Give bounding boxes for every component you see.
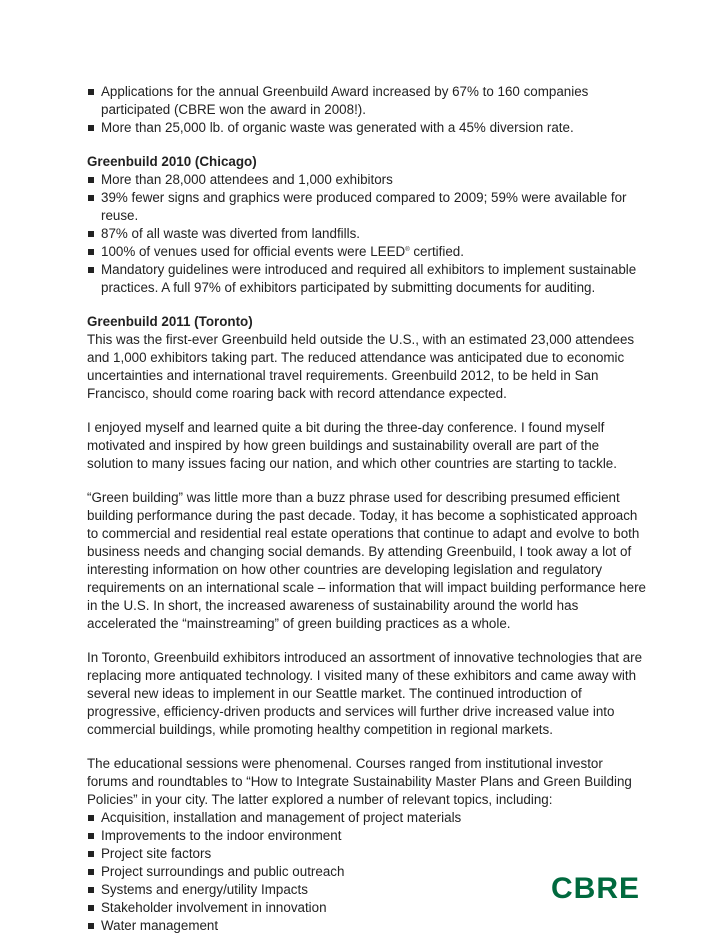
list-item: More than 28,000 attendees and 1,000 exhibitors (87, 171, 647, 189)
section-heading-2011 (87, 313, 647, 331)
list-item: Systems and energy/utility Impacts (87, 881, 647, 899)
heading-suffix: ) (248, 314, 253, 329)
list-item: Project surroundings and public outreach (87, 863, 647, 881)
paragraph: The educational sessions were phenomenal. Courses ranged from institutional investor forums and roundtables to “How to Integrate Sustainability Master Plans and Green Building Policies” in your city. The latter explored a number of relevant topics, including: (87, 756, 632, 807)
list-item: Water management (87, 917, 647, 935)
list-item: Mandatory guidelines were introduced and required all exhibitors to implement sustainable practices. A full 97% of exhibitors participated by submitting documents for auditing. (87, 261, 647, 297)
leed-suffix: certified. (409, 244, 464, 259)
registered-mark: ® (405, 247, 410, 253)
heading-prefix: Greenbuild 2011 ( (87, 314, 199, 329)
cbre-logo: CBRE (551, 872, 641, 905)
paragraph: In Toronto, Greenbuild exhibitors introduced an assortment of innovative technologies that are replacing more antiquated technology. I visited many of these exhibitors and came away with several new ideas to implement in our Seattle market. The continued introduction of progressive, efficiency-driven products and services will further drive increased value into commercial buildings, while promoting healthy competition in regional markets. (87, 650, 643, 737)
list-item: Stakeholder involvement in innovation (87, 899, 647, 917)
paragraph: “Green building” was little more than a buzz phrase used for describing presumed efficient building performance during the past decade. Today, it has become a sophisticated approach to commercial and residential real estate operations that continue to adapt and evolve to both business needs and changing social demands. By attending Greenbuild, I took away a lot of interesting information on how other countries are developing legislation and regulatory requirements on an international scale – information that will impact building performance here in the U.S. In short, the increased awareness of sustainability around the world has accelerated the “mainstreaming” of green building practices as a whole. (87, 490, 646, 631)
bullet-list-2010 (87, 171, 647, 297)
leed-text: 100% of venues used for official events were LEED (101, 244, 406, 259)
section-heading-2010: Greenbuild 2010 (Chicago) (87, 154, 257, 169)
list-item: 39% fewer signs and graphics were produced compared to 2009; 59% were available for reuse. (87, 189, 647, 225)
list-item: Project site factors (87, 845, 647, 863)
list-item: 87% of all waste was diverted from landfills. (87, 225, 647, 243)
list-item (87, 243, 647, 261)
list-item: Applications for the annual Greenbuild Award increased by 67% to 160 companies participated (CBRE won the award in 2008!). (87, 83, 647, 119)
intro-bullet-list (87, 83, 647, 137)
paragraph: I enjoyed myself and learned quite a bit during the three-day conference. I found myself motivated and inspired by how green buildings and sustainability overall are part of the solution to many issues facing our nation, and which other countries are starting to tackle. (87, 420, 617, 471)
document-page (87, 83, 647, 935)
heading-city: Toronto (198, 314, 249, 329)
list-item: Improvements to the indoor environment (87, 827, 647, 845)
section-2011-body: This was the first-ever Greenbuild held outside the U.S., with an estimated 23,000 attendees and 1,000 exhibitors taking part. The reduced attendance was anticipated due to economic uncertainties and international travel requirements. Greenbuild 2012, to be held in San Francisco, should come roaring back with record attendance expected. (87, 332, 635, 401)
list-item: Acquisition, installation and management of project materials (87, 809, 647, 827)
list-item: More than 25,000 lb. of organic waste was generated with a 45% diversion rate. (87, 119, 647, 137)
